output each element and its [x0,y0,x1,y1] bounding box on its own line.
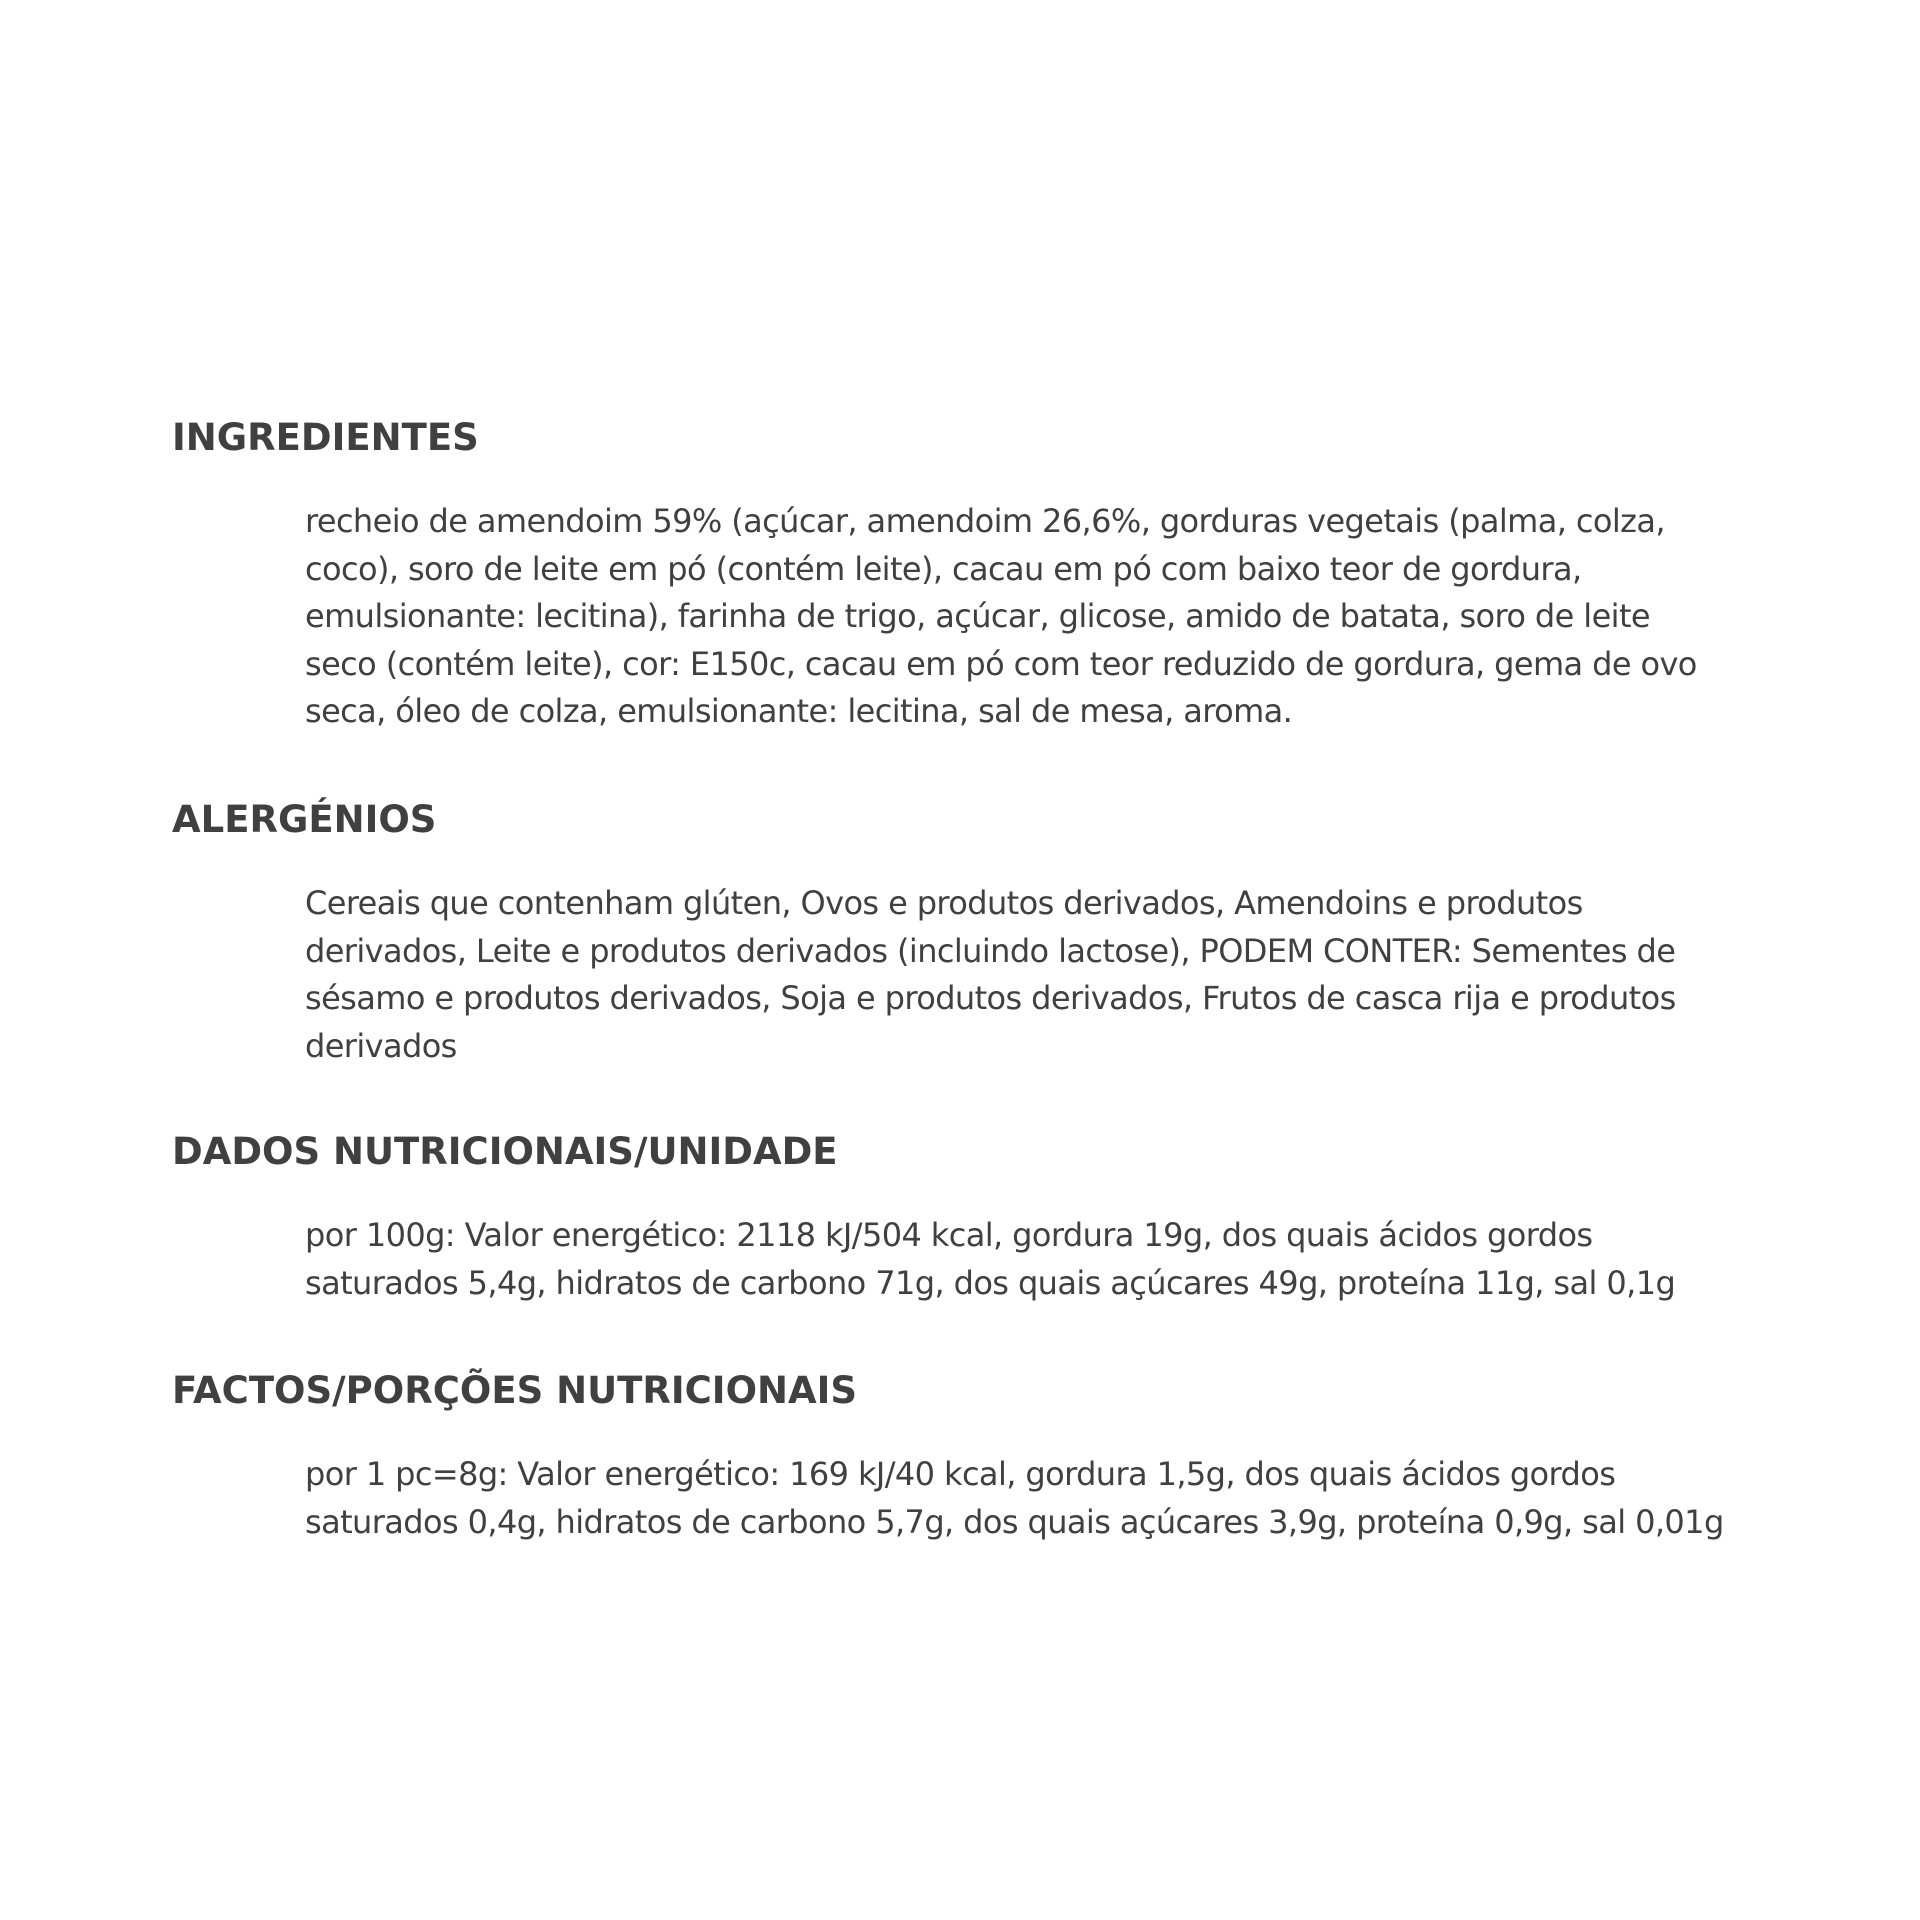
nutrition-per-unit-text: por 100g: Valor energético: 2118 kJ/504 kcal, gordura 19g, dos quais ácidos gordos saturados 5,4g, hidratos de carbono 71g, dos quais açúcares 49g, proteína 11g, sal 0,1g [305,1216,1676,1302]
nutrition-per-portion-section [172,1369,1732,1546]
nutrition-per-portion-text: por 1 pc=8g: Valor energético: 169 kJ/40 kcal, gordura 1,5g, dos quais ácidos gordos saturados 0,4g, hidratos de carbono 5,7g, dos quais açúcares 3,9g, proteína 0,9g, sal 0,01g [305,1455,1724,1541]
ingredients-section [172,416,1732,736]
allergens-text: Cereais que contenham glúten, Ovos e produtos derivados, Amendoins e produtos derivados, Leite e produtos derivados (incluindo lactose), PODEM CONTER: Sementes de sésamo e produtos derivados, Soja e produtos derivados, Frutos de casca rija e produtos derivados [305,884,1676,1065]
ingredients-text: recheio de amendoim 59% (açúcar, amendoim 26,6%, gorduras vegetais (palma, colza, coco), soro de leite em pó (contém leite), cacau em pó com baixo teor de gordura, emulsionante: lecitina), farinha de trigo, açúcar, glicose, amido de batata, soro de leite seco (contém leite), cor: E150c, cacau em pó com teor reduzido de gordura, gema de ovo seca, óleo de colza, emulsionante: lecitina, sal de mesa, aroma. [305,502,1697,730]
ingredients-heading: INGREDIENTES [172,416,479,459]
nutrition-per-unit-heading: DADOS NUTRICIONAIS/UNIDADE [172,1130,838,1173]
nutrition-per-unit-section [172,1130,1732,1307]
allergens-heading: ALERGÉNIOS [172,798,437,841]
nutrition-per-portion-heading: FACTOS/PORÇÕES NUTRICIONAIS [172,1369,858,1412]
allergens-section [172,798,1732,1070]
